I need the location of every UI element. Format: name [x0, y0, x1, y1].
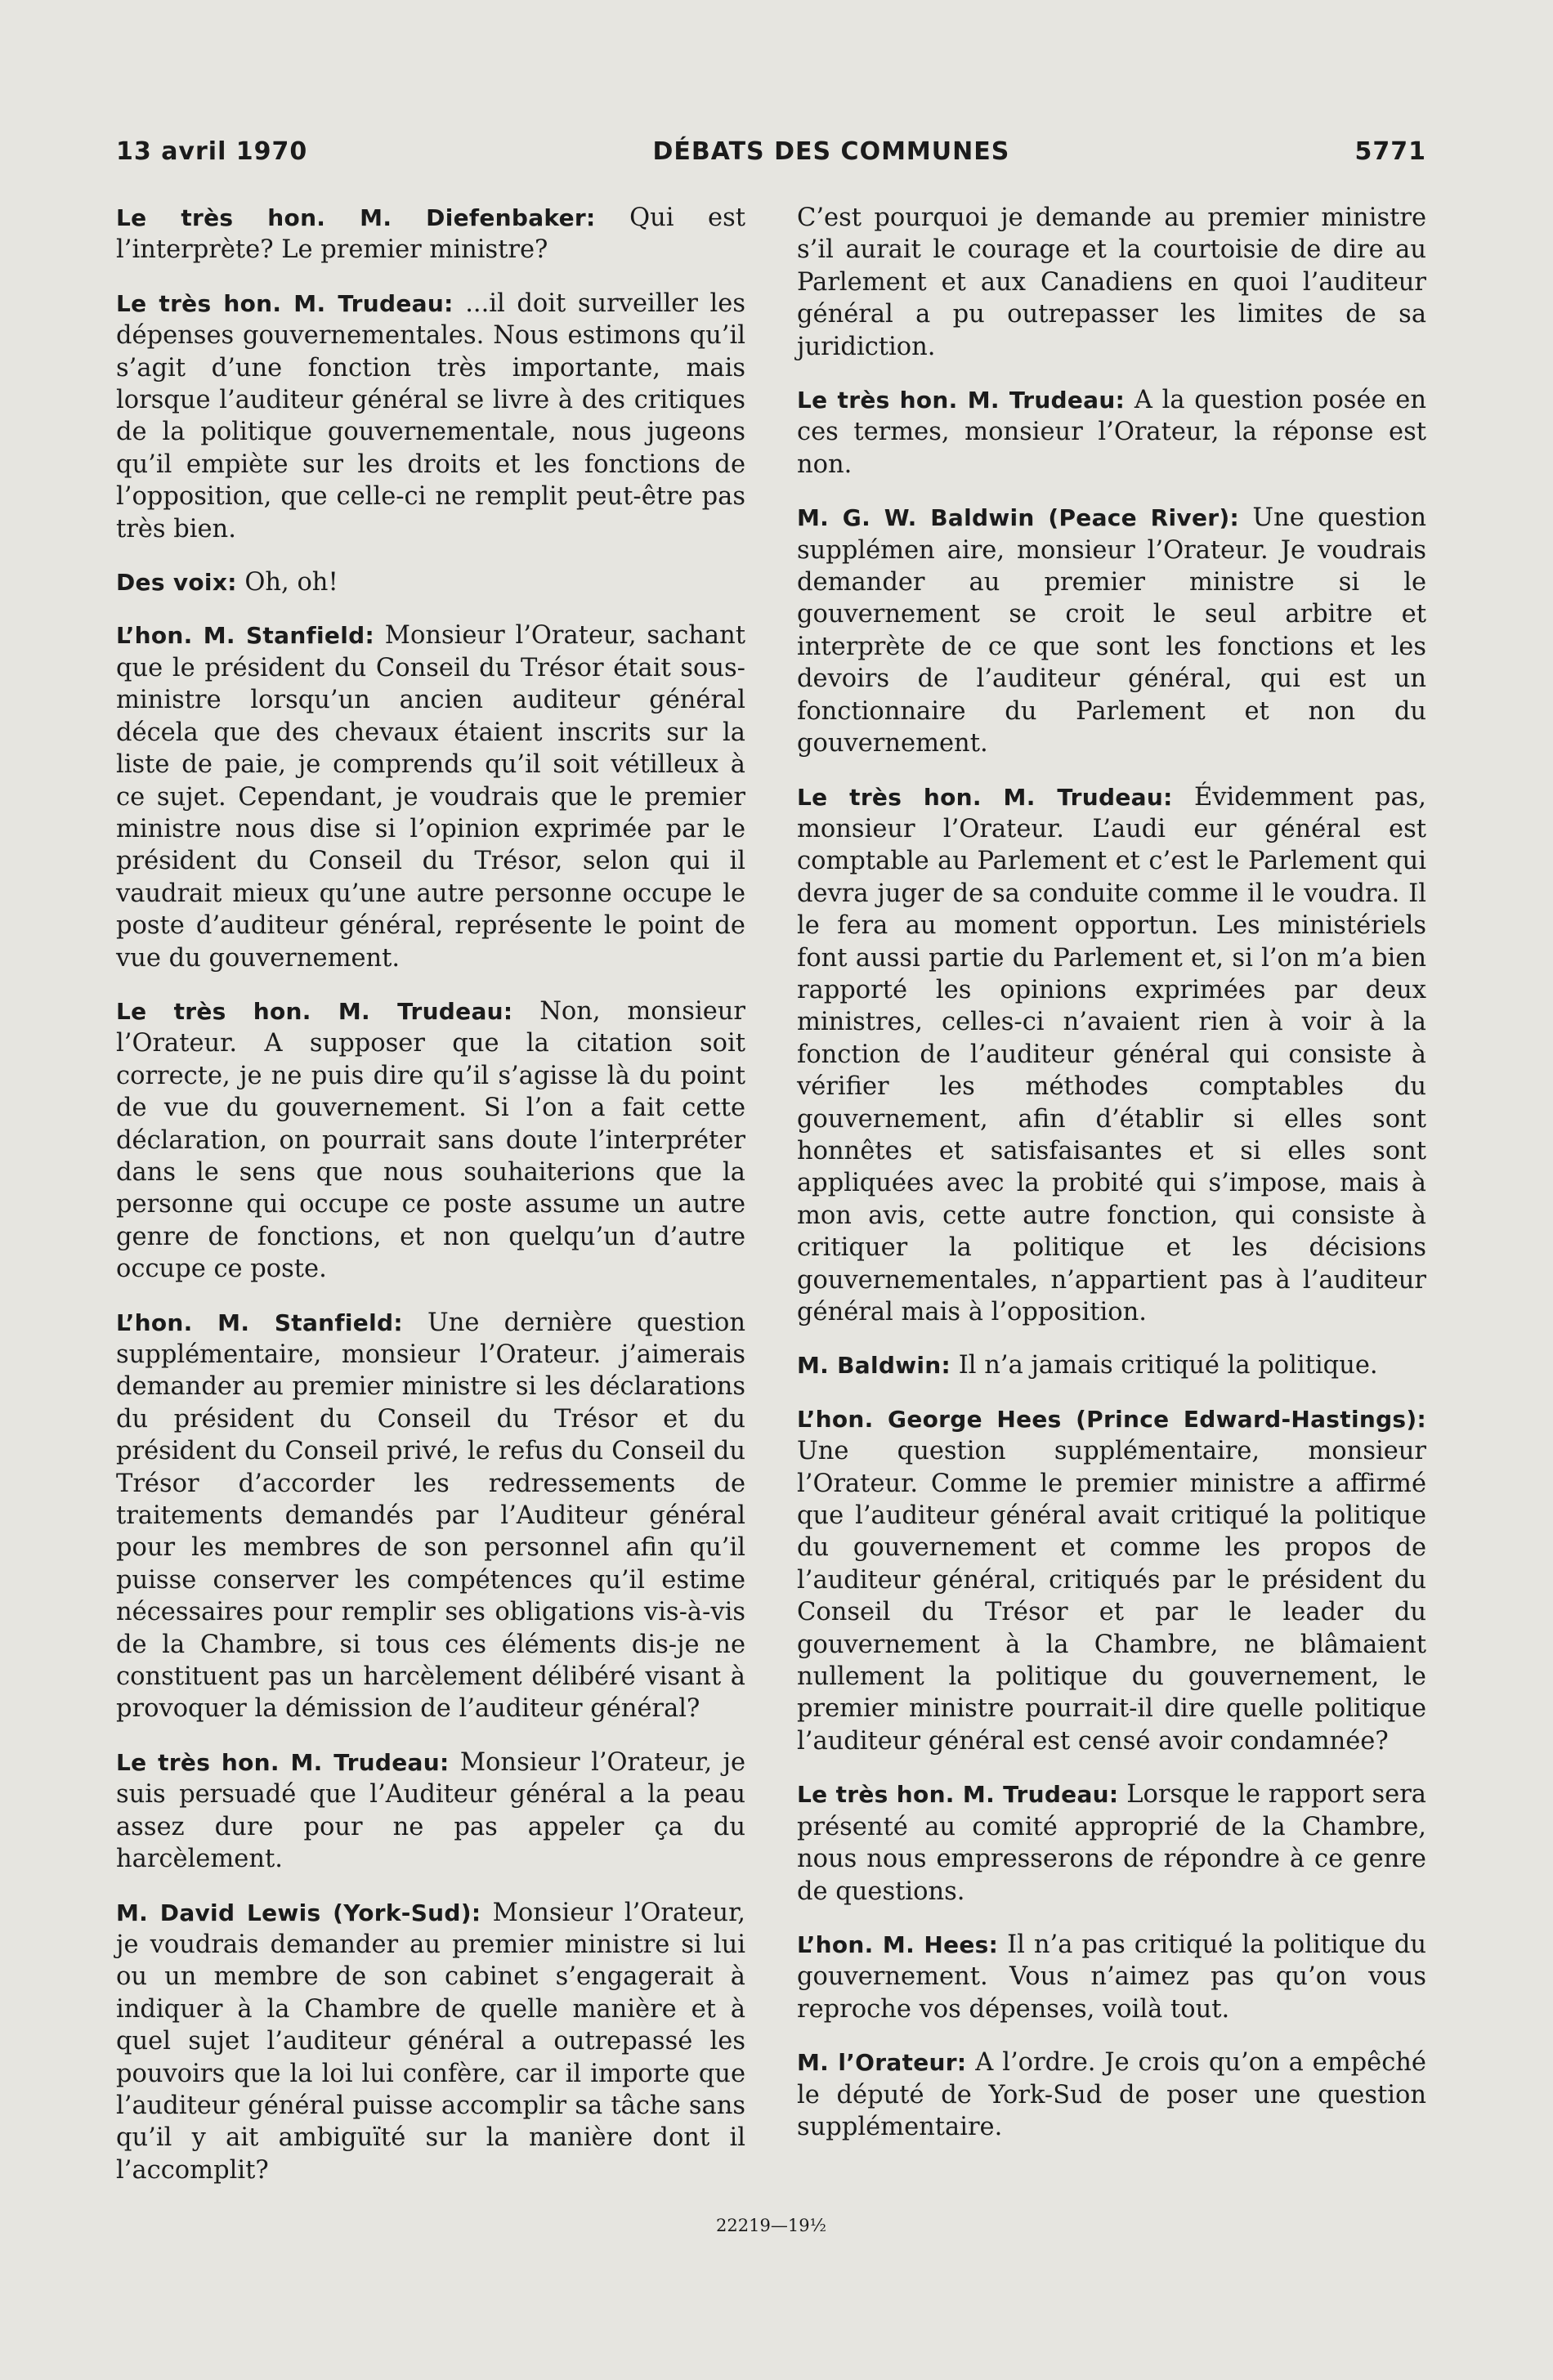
paragraph	[797, 202, 1426, 363]
paragraph	[797, 1403, 1426, 1757]
speaker-name: Le très hon. M. Trudeau:	[116, 997, 513, 1025]
paragraph-text: Monsieur l’Orateur, sachant que le président du Conseil du Trésor était sous-ministre lorsqu’un ancien auditeur général décela que des chevaux étaient inscrits sur la liste de paie, je comprends qu’il soit vétilleux à ce sujet. Cependant, je voudrais que le premier ministre nous dise si l’opinion exprimée par le président du Conseil du Trésor, selon qui il vaudrait mieux qu’une autre personne occupe le poste d’auditeur général, représente le point de vue du gouvernement.	[116, 621, 746, 973]
header-page-number: 5771	[1354, 137, 1426, 166]
speaker-name: Le très hon. M. Trudeau:	[116, 1748, 450, 1776]
paragraph-text: Monsieur l’Orateur, je suis persuadé que l’Auditeur général a la peau assez dure pour ne pas appeler ça du harcèlement.	[116, 1747, 745, 1874]
paragraph-text: A la question posée en ces termes, monsieur l’Orateur, la réponse est non.	[797, 386, 1426, 479]
footer-code: 22219—19½	[716, 2216, 826, 2236]
speaker-name: M. David Lewis (York-Sud):	[116, 1899, 481, 1926]
paragraph	[797, 384, 1426, 481]
header-title: DÉBATS DES COMMUNES	[652, 137, 1010, 166]
header-date: 13 avril 1970	[116, 137, 308, 166]
paragraph-text: Monsieur l’Orateur, je voudrais demander au premier ministre si lui ou un membre de son cabinet s’engagerait à indiquer à la Chambre de quelle manière et à quel sujet l’auditeur général a outrepassé les pouvoirs que la loi lui confère, car il importe que l’auditeur général puisse accomplir sa tâche sans qu’il y ait ambiguïté sur la manière dont il l’accomplit?	[116, 1898, 745, 2185]
paragraph-text: Une dernière question supplémentaire, monsieur l’Orateur. j’aimerais demander au premier ministre si les déclarations du président du Conseil du Trésor et du président du Conseil privé, le refus du Conseil du Trésor d’accorder les redressements de traitements demandés par l’Auditeur général pour les membres de son personnel afin qu’il puisse conserver les compétences qu’il estime nécessaires pour remplir ses obligations vis-à-vis de la Chambre, si tous ces éléments dis-je ne constituent pas un harcèlement délibéré visant à provoquer la démission de l’auditeur général?	[116, 1308, 746, 1724]
paragraph-text: Il n’a jamais critiqué la politique.	[958, 1351, 1378, 1380]
right-column	[797, 202, 1426, 2208]
paragraph	[797, 1929, 1426, 2025]
paragraph	[116, 620, 745, 973]
speaker-name: Le très hon. M. Diefenbaker:	[116, 204, 596, 231]
paragraph-text: Oh, oh!	[244, 568, 338, 597]
speaker-name: L’hon. George Hees (Prince Edward-Hastings):	[797, 1405, 1426, 1433]
paragraph	[797, 2047, 1426, 2143]
paragraph	[116, 566, 745, 598]
speaker-name: Des voix:	[116, 569, 237, 597]
paragraph-text: Qui est l’interprète? Le premier ministre?	[116, 204, 745, 265]
paragraph-text: Une question supplémentaire, monsieur l’Orateur. Comme le premier ministre a affirmé que l’auditeur général avait critiqué la politique du gouvernement et comme les propos de l’auditeur général, critiqués par le président du Conseil du Trésor et par le leader du gouvernement à la Chambre, ne blâmaient nullement la politique du gouvernement, le premier ministre pourrait-il dire quelle politique l’auditeur général est censé avoir condamnée?	[797, 1437, 1426, 1756]
paragraph	[116, 995, 745, 1286]
text-columns	[116, 202, 1426, 2208]
page-footer	[116, 2216, 1426, 2235]
paragraph-text: Il n’a pas critiqué la politique du gouvernement. Vous n’aimez pas qu’on vous reproche vos dépenses, voilà tout.	[797, 1930, 1426, 2024]
left-column	[116, 202, 745, 2208]
speaker-name: M. l’Orateur:	[797, 2049, 967, 2077]
paragraph-text: C’est pourquoi je demande au premier ministre s’il aurait le courage et la courtoisie de dire au Parlement et aux Canadiens en quoi l’auditeur général a pu outrepasser les limites de sa juridiction.	[797, 204, 1426, 361]
paragraph	[116, 202, 745, 266]
speaker-name: L’hon. M. Stanfield:	[116, 622, 374, 650]
speaker-name: Le très hon. M. Trudeau:	[116, 289, 454, 317]
speaker-name: L’hon. M. Stanfield:	[116, 1309, 403, 1336]
speaker-name: M. Baldwin:	[797, 1352, 951, 1380]
paragraph-text: Lorsque le rapport sera présenté au comité approprié de la Chambre, nous nous empresserons de répondre à ce genre de questions.	[797, 1780, 1426, 1906]
paragraph-text: A l’ordre. Je crois qu’on a empêché le député de York-Sud de poser une question supplémentaire.	[797, 2048, 1426, 2141]
page-header	[116, 137, 1426, 166]
paragraph-text: Non, monsieur l’Orateur. A supposer que la citation soit correcte, je ne puis dire qu’il s’agisse là du point de vue du gouvernement. Si l’on a fait cette déclaration, on pourrait sans doute l’interpréter dans le sens que nous souhaiterions que la personne qui occupe ce poste assume un autre genre de fonctions, et non quelqu’un d’autre occupe ce poste.	[116, 996, 745, 1284]
paragraph	[116, 1897, 745, 2187]
paragraph	[797, 502, 1426, 759]
speaker-name: Le très hon. M. Trudeau:	[797, 783, 1173, 811]
speaker-name: Le très hon. M. Trudeau:	[797, 387, 1126, 414]
paragraph-text: Une question supplémen aire, monsieur l’Orateur. Je voudrais demander au premier ministre si le gouvernement se croit le seul arbitre et interprète de ce que sont les fonctions et les devoirs de l’auditeur général, qui est un fonctionnaire du Parlement et non du gouvernement.	[797, 503, 1426, 758]
paragraph	[116, 1307, 745, 1725]
speaker-name: M. G. W. Baldwin (Peace River):	[797, 504, 1239, 532]
paragraph-text: Évidemment pas, monsieur l’Orateur. L’audi eur général est comptable au Parlement et c’est le Parlement qui devra juger de sa conduite comme il le voudra. Il le fera au moment opportun. Les ministériels font aussi partie du Parlement et, si l’on m’a bien rapporté les opinions exprimées par deux ministres, celles-ci n’avaient rien à voir à la fonction de l’auditeur général qui consiste à vérifier les méthodes comptables du gouvernement, afin d’établir si elles sont honnêtes et satisfaisantes et si elles sont appliquées avec la probité qui s’impose, mais à mon avis, cette autre fonction, qui consiste à critiquer la politique et les décisions gouvernementales, n’appartient pas à l’auditeur général mais à l’opposition.	[797, 782, 1426, 1326]
paragraph	[116, 288, 745, 545]
paragraph	[116, 1747, 745, 1876]
paragraph	[797, 1349, 1426, 1381]
paragraph-text: ...il doit surveiller les dépenses gouvernementales. Nous estimons qu’il s’agit d’une fonction très importante, mais lorsque l’auditeur général se livre à des critiques de la politique gouvernementale, nous jugeons qu’il empiète sur les droits et les fonctions de l’opposition, que celle-ci ne remplit peut-être pas très bien.	[116, 289, 745, 544]
speaker-name: Le très hon. M. Trudeau:	[797, 1781, 1119, 1809]
paragraph	[797, 1778, 1426, 1908]
paragraph	[797, 781, 1426, 1329]
speaker-name: L’hon. M. Hees:	[797, 1930, 999, 1958]
